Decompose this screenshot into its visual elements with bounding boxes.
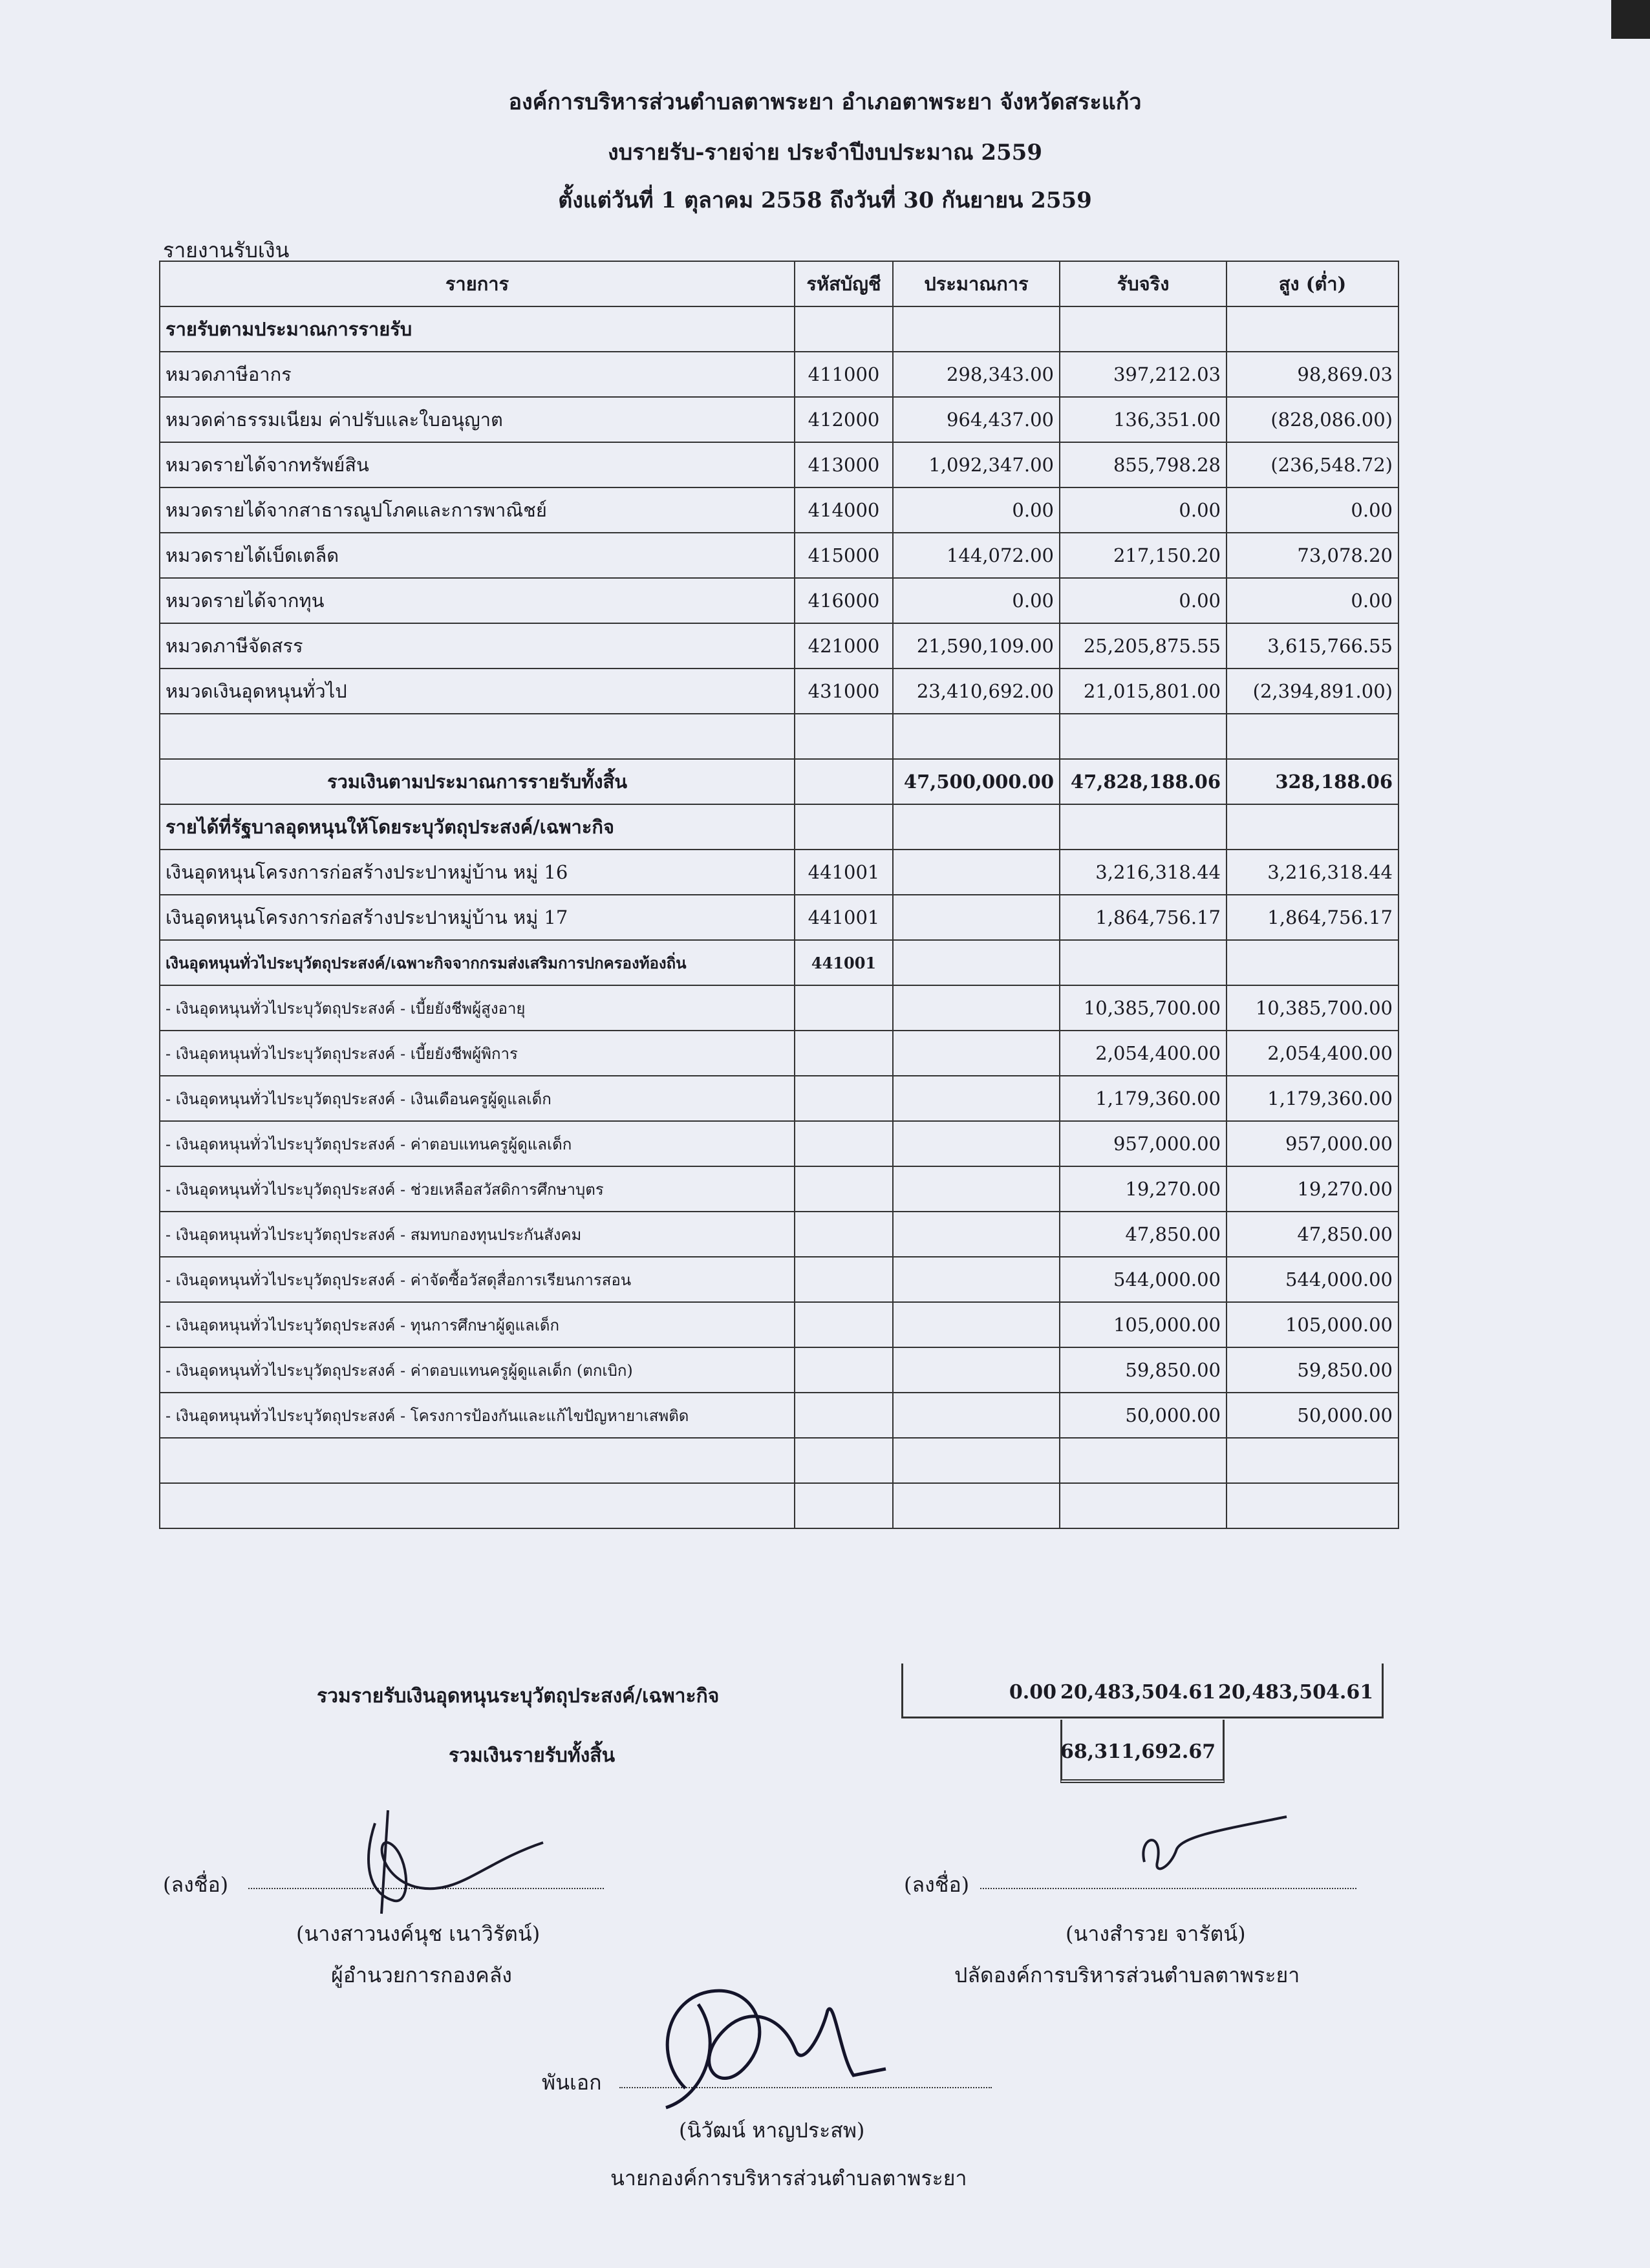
row-actual: 10,385,700.00	[1060, 985, 1227, 1031]
row-item: - เงินอุดหนุนทั่วไประบุวัตถุประสงค์ - เงินเดือนครูผู้ดูแลเด็ก	[160, 1076, 795, 1121]
col-header-estimate: ประมาณการ	[893, 261, 1060, 306]
row-actual: 0.00	[1060, 578, 1227, 623]
row-estimate	[893, 1393, 1060, 1438]
row-estimate	[893, 1257, 1060, 1302]
blank-row	[160, 714, 1398, 759]
row-item: - เงินอุดหนุนทั่วไประบุวัตถุประสงค์ - ค่าจัดซื้อวัสดุสื่อการเรียนการสอน	[160, 1257, 795, 1302]
row-item: - เงินอุดหนุนทั่วไประบุวัตถุประสงค์ - สมทบกองทุนประกันสังคม	[160, 1212, 795, 1257]
table-row	[160, 1121, 1398, 1166]
row-estimate	[893, 1212, 1060, 1257]
table-row	[160, 442, 1398, 487]
row-diff: (236,548.72)	[1227, 442, 1398, 487]
row-diff: 10,385,700.00	[1227, 985, 1398, 1031]
row-diff: 3,615,766.55	[1227, 623, 1398, 669]
section-title-row	[160, 804, 1398, 850]
row-estimate: 0.00	[893, 578, 1060, 623]
row-code: 412000	[795, 397, 893, 442]
row-estimate	[893, 850, 1060, 895]
blank-row	[160, 1483, 1398, 1528]
row-code	[795, 1121, 893, 1166]
section2-group-code: 441001	[795, 940, 893, 985]
report-label: รายงานรับเงิน	[163, 238, 290, 262]
row-diff: 957,000.00	[1227, 1121, 1398, 1166]
right-sign-line	[980, 1888, 1356, 1889]
row-code	[795, 1076, 893, 1121]
left-signature-scribble	[336, 1804, 556, 1920]
row-item: เงินอุดหนุนโครงการก่อสร้างประปาหมู่บ้าน หมู่ 16	[160, 850, 795, 895]
report-title: งบรายรับ-รายจ่าย ประจำปีงบประมาณ 2559	[608, 140, 1042, 166]
row-code: 441001	[795, 850, 893, 895]
row-estimate: 0.00	[893, 487, 1060, 533]
table-row	[160, 533, 1398, 578]
row-diff: 59,850.00	[1227, 1347, 1398, 1393]
row-diff: 1,864,756.17	[1227, 895, 1398, 940]
table-row	[160, 1031, 1398, 1076]
row-code: 431000	[795, 669, 893, 714]
row-item: - เงินอุดหนุนทั่วไประบุวัตถุประสงค์ - ทุนการศึกษาผู้ดูแลเด็ก	[160, 1302, 795, 1347]
section1-total-label: รวมเงินตามประมาณการรายรับทั้งสิ้น	[160, 759, 795, 804]
row-item: เงินอุดหนุนโครงการก่อสร้างประปาหมู่บ้าน หมู่ 17	[160, 895, 795, 940]
row-diff: (2,394,891.00)	[1227, 669, 1398, 714]
row-diff: 50,000.00	[1227, 1393, 1398, 1438]
receipts-table	[159, 261, 1399, 1529]
row-actual: 47,850.00	[1060, 1212, 1227, 1257]
right-signature-scribble	[1125, 1810, 1293, 1881]
section-title-row	[160, 306, 1398, 352]
row-code	[795, 1393, 893, 1438]
table-row	[160, 1347, 1398, 1393]
row-code: 413000	[795, 442, 893, 487]
table-row	[160, 1076, 1398, 1121]
row-code: 441001	[795, 895, 893, 940]
row-estimate: 298,343.00	[893, 352, 1060, 397]
row-item: - เงินอุดหนุนทั่วไประบุวัตถุประสงค์ - ช่วยเหลือสวัสดิการศึกษาบุตร	[160, 1166, 795, 1212]
table-row	[160, 1302, 1398, 1347]
row-actual: 21,015,801.00	[1060, 669, 1227, 714]
scan-edge-shadow	[1611, 0, 1650, 39]
section2-total-diff: 20,483,504.61	[1218, 1681, 1374, 1704]
col-header-actual: รับจริง	[1060, 261, 1227, 306]
row-item: หมวดรายได้เบ็ดเตล็ด	[160, 533, 795, 578]
row-diff: 0.00	[1227, 578, 1398, 623]
row-estimate	[893, 1347, 1060, 1393]
row-estimate	[893, 1302, 1060, 1347]
row-code: 421000	[795, 623, 893, 669]
row-actual: 397,212.03	[1060, 352, 1227, 397]
row-diff: 1,179,360.00	[1227, 1076, 1398, 1121]
row-estimate	[893, 895, 1060, 940]
row-diff: 544,000.00	[1227, 1257, 1398, 1302]
row-actual: 0.00	[1060, 487, 1227, 533]
table-row	[160, 623, 1398, 669]
row-item: - เงินอุดหนุนทั่วไประบุวัตถุประสงค์ - โครงการป้องกันและแก้ไขปัญหายาเสพติด	[160, 1393, 795, 1438]
row-item: หมวดรายได้จากทุน	[160, 578, 795, 623]
row-actual: 59,850.00	[1060, 1347, 1227, 1393]
table-row	[160, 985, 1398, 1031]
row-actual: 105,000.00	[1060, 1302, 1227, 1347]
section1-total-diff: 328,188.06	[1227, 759, 1398, 804]
col-header-item: รายการ	[160, 261, 795, 306]
row-actual: 19,270.00	[1060, 1166, 1227, 1212]
row-item: หมวดภาษีอากร	[160, 352, 795, 397]
left-sign-position: ผู้อำนวยการกองคลัง	[331, 1963, 512, 1987]
grand-total-value: 68,311,692.67	[1060, 1740, 1216, 1763]
row-code: 414000	[795, 487, 893, 533]
section1-total-row	[160, 759, 1398, 804]
report-period: ตั้งแต่วันที่ 1 ตุลาคม 2558 ถึงวันที่ 30 กันยายน 2559	[558, 187, 1092, 213]
row-code	[795, 1257, 893, 1302]
row-estimate: 1,092,347.00	[893, 442, 1060, 487]
row-item: หมวดค่าธรรมเนียม ค่าปรับและใบอนุญาต	[160, 397, 795, 442]
section1-title: รายรับตามประมาณการรายรับ	[160, 306, 795, 352]
row-estimate	[893, 1166, 1060, 1212]
section2-total-estimate: 0.00	[1009, 1681, 1056, 1704]
row-diff: 105,000.00	[1227, 1302, 1398, 1347]
row-actual: 1,864,756.17	[1060, 895, 1227, 940]
row-diff: 98,869.03	[1227, 352, 1398, 397]
row-diff: 2,054,400.00	[1227, 1031, 1398, 1076]
section2-group-item: เงินอุดหนุนทั่วไประบุวัตถุประสงค์/เฉพาะกิจจากกรมส่งเสริมการปกครองท้องถิ่น	[160, 940, 795, 985]
row-estimate: 23,410,692.00	[893, 669, 1060, 714]
row-item: หมวดรายได้จากสาธารณูปโภคและการพาณิชย์	[160, 487, 795, 533]
row-code	[795, 1031, 893, 1076]
table-row	[160, 669, 1398, 714]
row-code	[795, 1347, 893, 1393]
row-actual: 217,150.20	[1060, 533, 1227, 578]
row-actual: 544,000.00	[1060, 1257, 1227, 1302]
row-diff: 0.00	[1227, 487, 1398, 533]
table-row	[160, 1393, 1398, 1438]
left-sign-prefix: (ลงชื่อ)	[163, 1872, 229, 1897]
row-actual: 136,351.00	[1060, 397, 1227, 442]
row-actual: 1,179,360.00	[1060, 1076, 1227, 1121]
section1-total-actual: 47,828,188.06	[1060, 759, 1227, 804]
row-diff: 3,216,318.44	[1227, 850, 1398, 895]
col-header-code: รหัสบัญชี	[795, 261, 893, 306]
row-item: หมวดภาษีจัดสรร	[160, 623, 795, 669]
row-code: 416000	[795, 578, 893, 623]
section1-total-estimate: 47,500,000.00	[893, 759, 1060, 804]
row-item: - เงินอุดหนุนทั่วไประบุวัตถุประสงค์ - เบี้ยยังชีพผู้สูงอายุ	[160, 985, 795, 1031]
table-row	[160, 1166, 1398, 1212]
table-row	[160, 487, 1398, 533]
org-header: องค์การบริหารส่วนตำบลตาพระยา อำเภอตาพระยา จังหวัดสระแก้ว	[508, 89, 1142, 115]
row-item: หมวดรายได้จากทรัพย์สิน	[160, 442, 795, 487]
table-row	[160, 578, 1398, 623]
row-actual: 957,000.00	[1060, 1121, 1227, 1166]
table-row	[160, 397, 1398, 442]
bottom-signature-scribble	[627, 1959, 899, 2127]
row-actual: 855,798.28	[1060, 442, 1227, 487]
row-diff: 19,270.00	[1227, 1166, 1398, 1212]
table-row	[160, 352, 1398, 397]
row-code	[795, 1212, 893, 1257]
row-item: หมวดเงินอุดหนุนทั่วไป	[160, 669, 795, 714]
table-header-row	[160, 261, 1398, 306]
row-item: - เงินอุดหนุนทั่วไประบุวัตถุประสงค์ - ค่าตอบแทนครูผู้ดูแลเด็ก (ตกเบิก)	[160, 1347, 795, 1393]
section2-group-row	[160, 940, 1398, 985]
row-actual: 50,000.00	[1060, 1393, 1227, 1438]
right-sign-position: ปลัดองค์การบริหารส่วนตำบลตาพระยา	[954, 1963, 1300, 1987]
row-actual: 3,216,318.44	[1060, 850, 1227, 895]
row-estimate	[893, 985, 1060, 1031]
row-item: - เงินอุดหนุนทั่วไประบุวัตถุประสงค์ - ค่าตอบแทนครูผู้ดูแลเด็ก	[160, 1121, 795, 1166]
row-code	[795, 1166, 893, 1212]
row-estimate: 21,590,109.00	[893, 623, 1060, 669]
table-row	[160, 895, 1398, 940]
row-estimate: 964,437.00	[893, 397, 1060, 442]
section2-title: รายได้ที่รัฐบาลอุดหนุนให้โดยระบุวัตถุประสงค์/เฉพาะกิจ	[160, 804, 795, 850]
row-item: - เงินอุดหนุนทั่วไประบุวัตถุประสงค์ - เบี้ยยังชีพผู้พิการ	[160, 1031, 795, 1076]
row-actual: 2,054,400.00	[1060, 1031, 1227, 1076]
row-code: 411000	[795, 352, 893, 397]
table-row	[160, 1212, 1398, 1257]
row-diff: 47,850.00	[1227, 1212, 1398, 1257]
row-code	[795, 1302, 893, 1347]
row-actual: 25,205,875.55	[1060, 623, 1227, 669]
bottom-sign-prefix: พันเอก	[542, 2070, 602, 2095]
right-sign-name: (นางสำรวย จารัตน์)	[1066, 1921, 1246, 1946]
row-code: 415000	[795, 533, 893, 578]
right-sign-prefix: (ลงชื่อ)	[904, 1872, 970, 1897]
table-row	[160, 1257, 1398, 1302]
row-code	[795, 985, 893, 1031]
grand-total-label: รวมเงินรายรับทั้งสิ้น	[449, 1744, 616, 1767]
row-estimate: 144,072.00	[893, 533, 1060, 578]
section2-total-actual: 20,483,504.61	[1060, 1681, 1216, 1704]
row-estimate	[893, 1031, 1060, 1076]
bottom-sign-name: (นิวัฒน์ หาญประสพ)	[679, 2118, 865, 2143]
col-header-diff: สูง (ต่ำ)	[1227, 261, 1398, 306]
row-diff: 73,078.20	[1227, 533, 1398, 578]
blank-row	[160, 1438, 1398, 1483]
left-sign-name: (นางสาวนงค์นุช เนาวิรัตน์)	[296, 1921, 541, 1946]
table-row	[160, 850, 1398, 895]
section2-total-label: รวมรายรับเงินอุดหนุนระบุวัตถุประสงค์/เฉพาะกิจ	[317, 1685, 720, 1707]
row-estimate	[893, 1076, 1060, 1121]
bottom-sign-position: นายกองค์การบริหารส่วนตำบลตาพระยา	[610, 2166, 967, 2190]
row-diff: (828,086.00)	[1227, 397, 1398, 442]
row-estimate	[893, 1121, 1060, 1166]
